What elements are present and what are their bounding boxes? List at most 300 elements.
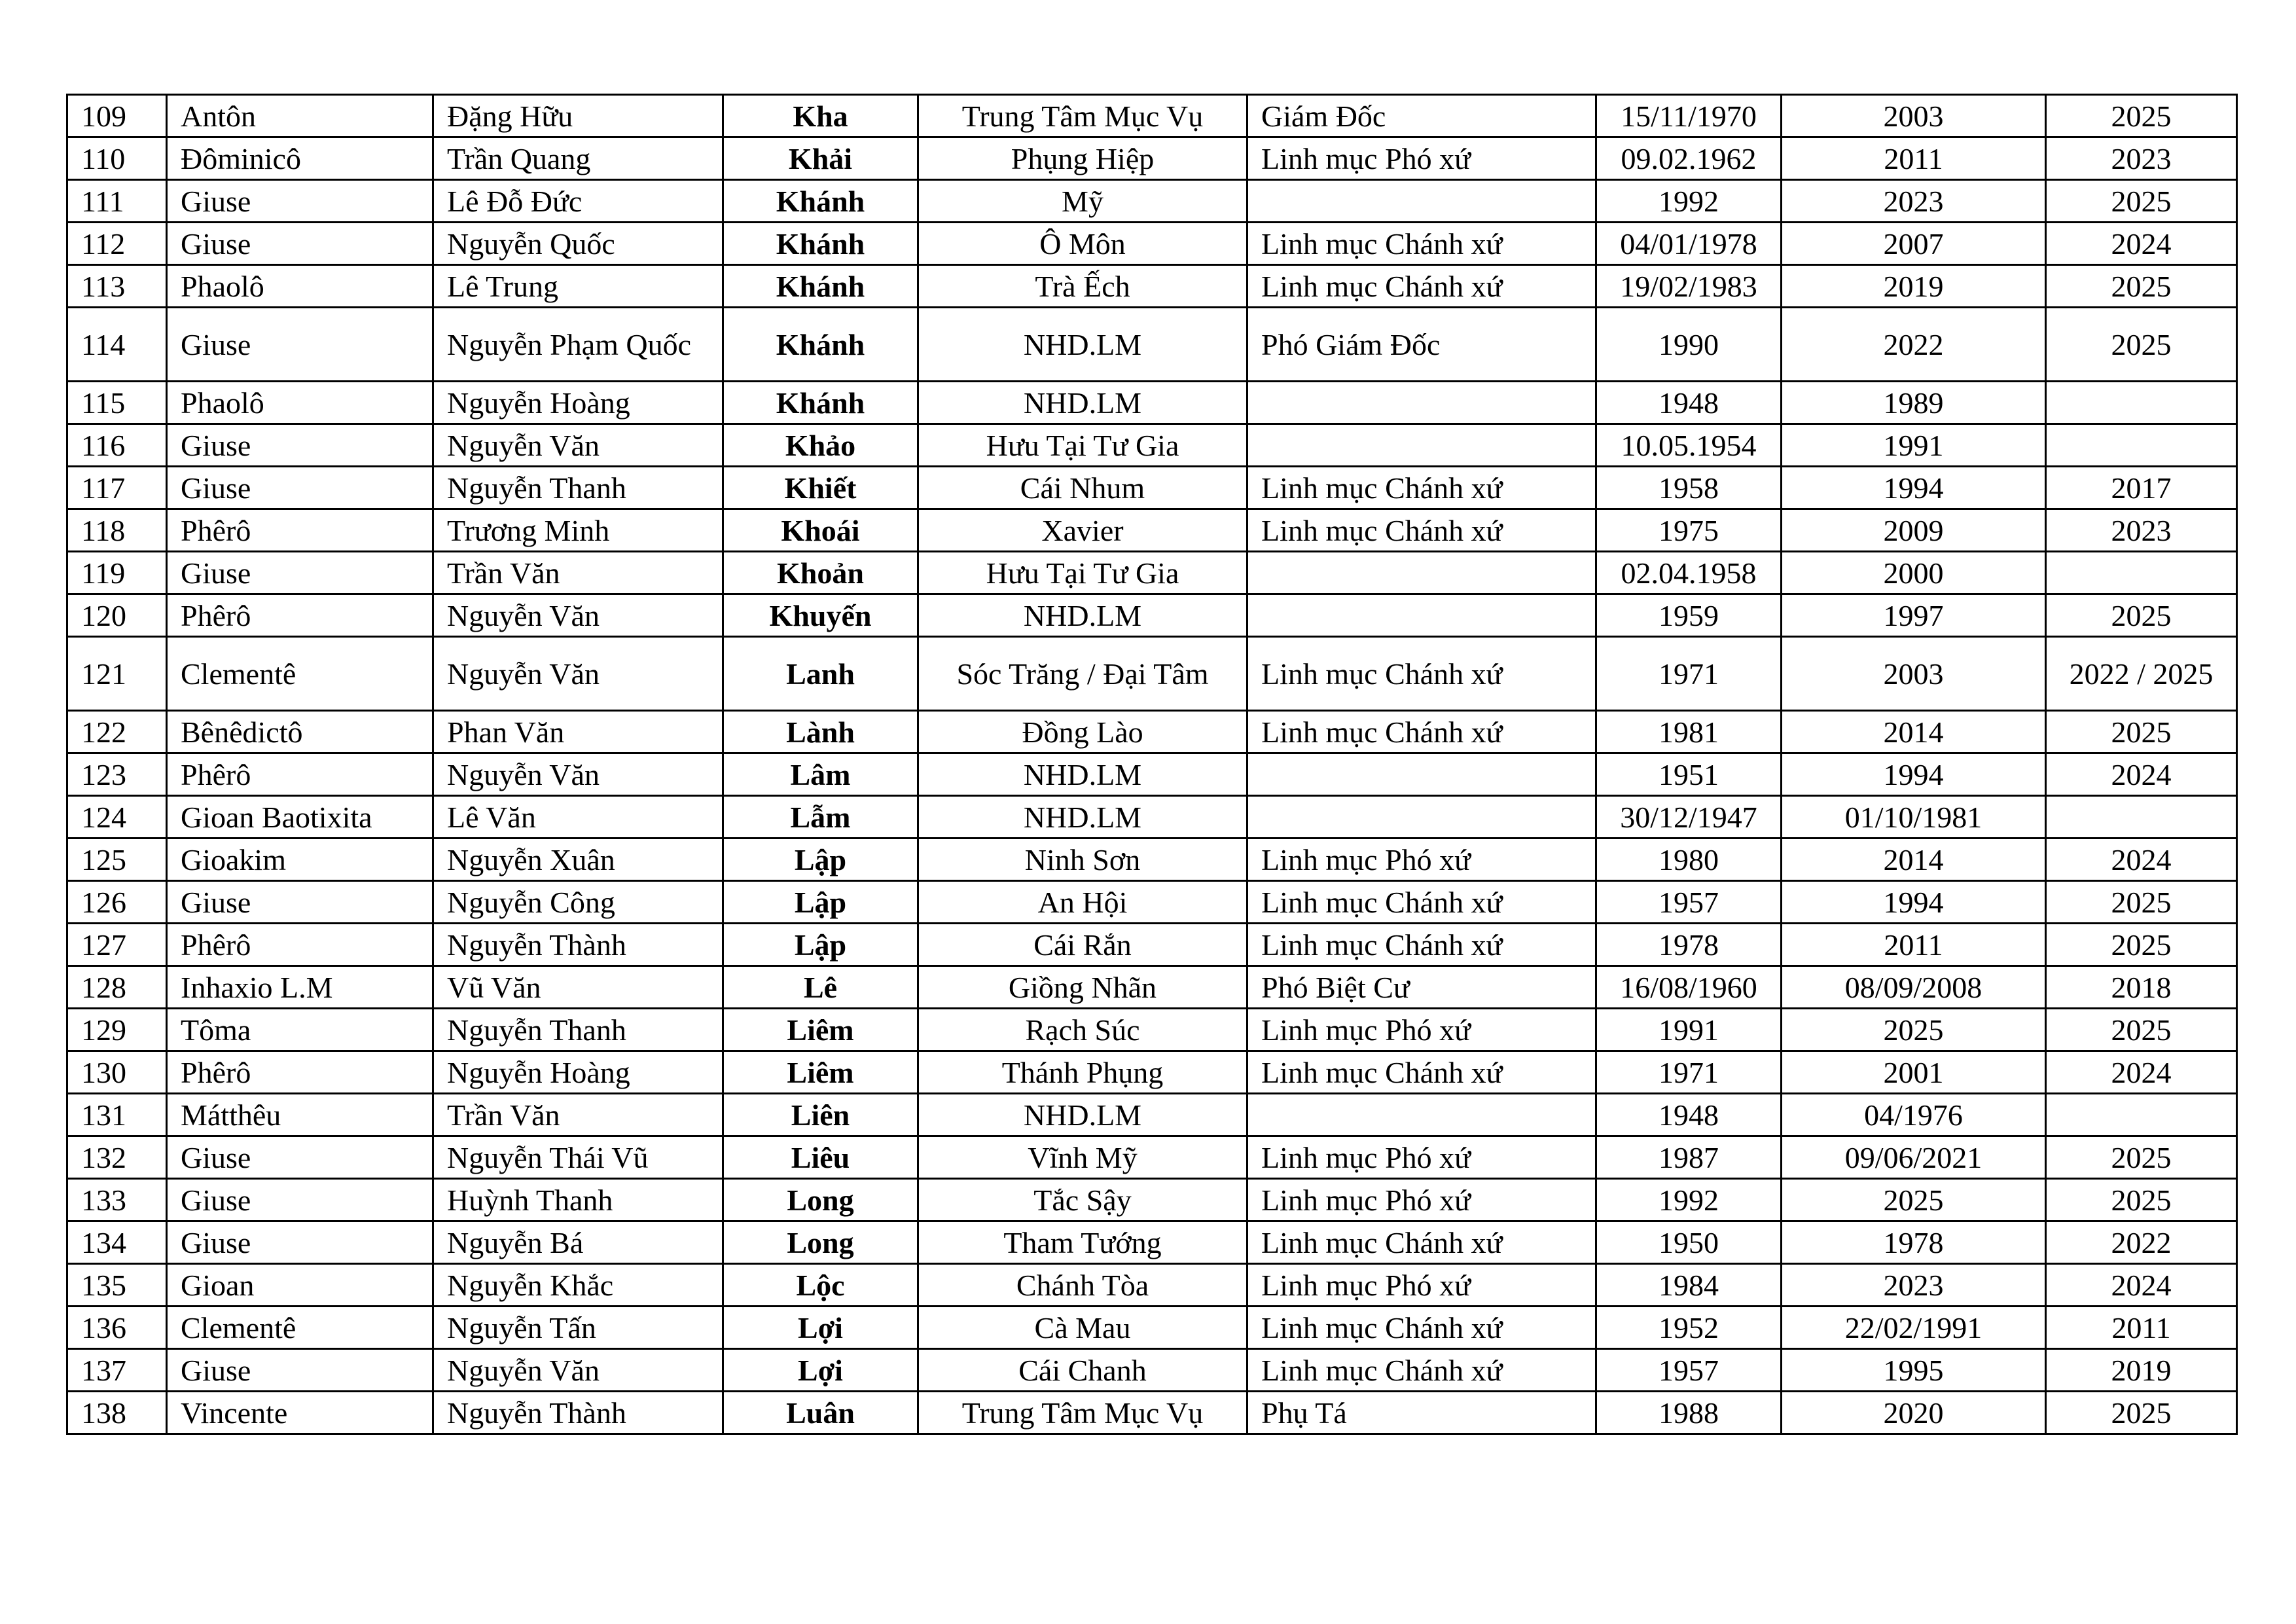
cell-family-name: Nguyễn Hoàng (433, 382, 723, 424)
cell-family-name: Lê Đỗ Đức (433, 180, 723, 223)
cell-birth-date: 1981 (1596, 711, 1782, 753)
cell-assignment-place: NHD.LM (918, 1094, 1247, 1136)
cell-number: 119 (67, 552, 167, 594)
cell-given-name: Liên (723, 1094, 918, 1136)
cell-number: 118 (67, 509, 167, 552)
table-row (67, 1051, 2237, 1094)
cell-assigned-year: 2019 (2046, 1349, 2237, 1392)
cell-saint-name: Giuse (167, 467, 433, 509)
table-row (67, 95, 2237, 137)
cell-given-name: Lộc (723, 1264, 918, 1307)
cell-ordination-year: 09/06/2021 (1782, 1136, 2046, 1179)
cell-given-name: Lanh (723, 637, 918, 711)
cell-ordination-year: 2020 (1782, 1392, 2046, 1434)
cell-role: Linh mục Chánh xứ (1247, 924, 1596, 966)
cell-family-name: Nguyễn Phạm Quốc (433, 308, 723, 382)
cell-given-name: Long (723, 1179, 918, 1221)
cell-assignment-place: NHD.LM (918, 594, 1247, 637)
cell-role (1247, 424, 1596, 467)
table-row (67, 753, 2237, 796)
table-row (67, 1392, 2237, 1434)
cell-given-name: Khuyến (723, 594, 918, 637)
cell-given-name: Khải (723, 137, 918, 180)
cell-saint-name: Vincente (167, 1392, 433, 1434)
cell-ordination-year: 22/02/1991 (1782, 1307, 2046, 1349)
cell-number: 109 (67, 95, 167, 137)
cell-birth-date: 09.02.1962 (1596, 137, 1782, 180)
cell-number: 138 (67, 1392, 167, 1434)
table-row (67, 1179, 2237, 1221)
cell-assignment-place: Cái Chanh (918, 1349, 1247, 1392)
cell-assigned-year: 2011 (2046, 1307, 2237, 1349)
cell-assignment-place: Cà Mau (918, 1307, 1247, 1349)
cell-saint-name: Giuse (167, 1136, 433, 1179)
cell-role: Phó Biệt Cư (1247, 966, 1596, 1009)
cell-saint-name: Giuse (167, 552, 433, 594)
cell-role: Linh mục Chánh xứ (1247, 1221, 1596, 1264)
cell-role (1247, 796, 1596, 839)
table-row (67, 881, 2237, 924)
cell-assigned-year: 2025 (2046, 1009, 2237, 1051)
cell-family-name: Nguyễn Văn (433, 753, 723, 796)
cell-assignment-place: Ninh Sơn (918, 839, 1247, 881)
cell-role: Linh mục Chánh xứ (1247, 637, 1596, 711)
cell-birth-date: 1959 (1596, 594, 1782, 637)
table-row (67, 924, 2237, 966)
table-row (67, 796, 2237, 839)
cell-assigned-year: 2024 (2046, 223, 2237, 265)
cell-assignment-place: Xavier (918, 509, 1247, 552)
cell-saint-name: Phêrô (167, 753, 433, 796)
cell-assigned-year (2046, 424, 2237, 467)
cell-family-name: Nguyễn Bá (433, 1221, 723, 1264)
cell-assignment-place: Cái Nhum (918, 467, 1247, 509)
cell-birth-date: 19/02/1983 (1596, 265, 1782, 308)
cell-assignment-place: NHD.LM (918, 308, 1247, 382)
table-row (67, 711, 2237, 753)
cell-ordination-year: 2025 (1782, 1009, 2046, 1051)
cell-assigned-year: 2025 (2046, 881, 2237, 924)
cell-assigned-year (2046, 1094, 2237, 1136)
table-row (67, 223, 2237, 265)
cell-ordination-year: 1978 (1782, 1221, 2046, 1264)
cell-assignment-place: Trà Ếch (918, 265, 1247, 308)
clergy-table-body (67, 95, 2237, 1434)
cell-assigned-year: 2024 (2046, 753, 2237, 796)
table-row (67, 424, 2237, 467)
cell-given-name: Khoái (723, 509, 918, 552)
cell-ordination-year: 2003 (1782, 95, 2046, 137)
cell-assignment-place: Sóc Trăng / Đại Tâm (918, 637, 1247, 711)
cell-assigned-year: 2024 (2046, 1264, 2237, 1307)
cell-saint-name: Bênêdictô (167, 711, 433, 753)
cell-birth-date: 1951 (1596, 753, 1782, 796)
cell-assigned-year: 2023 (2046, 137, 2237, 180)
cell-ordination-year: 1994 (1782, 753, 2046, 796)
table-row (67, 265, 2237, 308)
cell-ordination-year: 2000 (1782, 552, 2046, 594)
cell-given-name: Kha (723, 95, 918, 137)
cell-assigned-year: 2025 (2046, 308, 2237, 382)
cell-saint-name: Clementê (167, 637, 433, 711)
cell-ordination-year: 2014 (1782, 839, 2046, 881)
cell-number: 136 (67, 1307, 167, 1349)
cell-given-name: Lâm (723, 753, 918, 796)
cell-number: 113 (67, 265, 167, 308)
cell-saint-name: Gioakim (167, 839, 433, 881)
cell-saint-name: Giuse (167, 881, 433, 924)
cell-family-name: Nguyễn Thanh (433, 467, 723, 509)
cell-role: Linh mục Chánh xứ (1247, 223, 1596, 265)
cell-role: Linh mục Chánh xứ (1247, 1349, 1596, 1392)
cell-birth-date: 1958 (1596, 467, 1782, 509)
cell-family-name: Nguyễn Hoàng (433, 1051, 723, 1094)
cell-ordination-year: 08/09/2008 (1782, 966, 2046, 1009)
cell-role: Linh mục Chánh xứ (1247, 881, 1596, 924)
cell-given-name: Khánh (723, 180, 918, 223)
cell-ordination-year: 04/1976 (1782, 1094, 2046, 1136)
cell-role (1247, 552, 1596, 594)
cell-assignment-place: NHD.LM (918, 382, 1247, 424)
table-row (67, 1349, 2237, 1392)
cell-assigned-year: 2025 (2046, 1136, 2237, 1179)
cell-given-name: Khánh (723, 308, 918, 382)
cell-assignment-place: Vĩnh Mỹ (918, 1136, 1247, 1179)
cell-assignment-place: Tắc Sậy (918, 1179, 1247, 1221)
cell-assigned-year: 2025 (2046, 594, 2237, 637)
cell-given-name: Liêu (723, 1136, 918, 1179)
cell-saint-name: Giuse (167, 223, 433, 265)
cell-given-name: Lẫm (723, 796, 918, 839)
cell-assignment-place: Hưu Tại Tư Gia (918, 424, 1247, 467)
cell-role: Linh mục Phó xứ (1247, 1009, 1596, 1051)
cell-number: 114 (67, 308, 167, 382)
cell-given-name: Lập (723, 839, 918, 881)
cell-ordination-year: 1994 (1782, 467, 2046, 509)
table-row (67, 839, 2237, 881)
cell-assigned-year: 2022 (2046, 1221, 2237, 1264)
cell-number: 116 (67, 424, 167, 467)
cell-ordination-year: 2014 (1782, 711, 2046, 753)
cell-ordination-year: 2025 (1782, 1179, 2046, 1221)
cell-number: 133 (67, 1179, 167, 1221)
cell-role: Linh mục Phó xứ (1247, 137, 1596, 180)
cell-saint-name: Giuse (167, 1179, 433, 1221)
cell-number: 129 (67, 1009, 167, 1051)
cell-given-name: Khoản (723, 552, 918, 594)
cell-family-name: Nguyễn Thanh (433, 1009, 723, 1051)
cell-assignment-place: NHD.LM (918, 753, 1247, 796)
cell-saint-name: Giuse (167, 308, 433, 382)
cell-birth-date: 1984 (1596, 1264, 1782, 1307)
cell-assigned-year: 2017 (2046, 467, 2237, 509)
cell-family-name: Nguyễn Văn (433, 594, 723, 637)
cell-family-name: Lê Văn (433, 796, 723, 839)
table-row (67, 308, 2237, 382)
cell-family-name: Đặng Hữu (433, 95, 723, 137)
cell-role: Linh mục Phó xứ (1247, 1179, 1596, 1221)
cell-assigned-year: 2024 (2046, 839, 2237, 881)
cell-ordination-year: 2023 (1782, 1264, 2046, 1307)
cell-family-name: Huỳnh Thanh (433, 1179, 723, 1221)
cell-ordination-year: 2011 (1782, 924, 2046, 966)
cell-given-name: Long (723, 1221, 918, 1264)
cell-role: Giám Đốc (1247, 95, 1596, 137)
cell-assignment-place: Cái Rắn (918, 924, 1247, 966)
cell-family-name: Nguyễn Văn (433, 424, 723, 467)
cell-ordination-year: 2007 (1782, 223, 2046, 265)
cell-number: 123 (67, 753, 167, 796)
cell-birth-date: 1952 (1596, 1307, 1782, 1349)
cell-family-name: Vũ Văn (433, 966, 723, 1009)
cell-assignment-place: Thánh Phụng (918, 1051, 1247, 1094)
cell-family-name: Trần Quang (433, 137, 723, 180)
cell-given-name: Lập (723, 881, 918, 924)
cell-assignment-place: Giồng Nhãn (918, 966, 1247, 1009)
cell-number: 112 (67, 223, 167, 265)
cell-family-name: Trương Minh (433, 509, 723, 552)
cell-ordination-year: 01/10/1981 (1782, 796, 2046, 839)
cell-saint-name: Gioan (167, 1264, 433, 1307)
cell-number: 132 (67, 1136, 167, 1179)
cell-family-name: Nguyễn Thái Vũ (433, 1136, 723, 1179)
table-row (67, 1307, 2237, 1349)
cell-role (1247, 594, 1596, 637)
cell-birth-date: 1948 (1596, 1094, 1782, 1136)
cell-role (1247, 382, 1596, 424)
cell-ordination-year: 1989 (1782, 382, 2046, 424)
cell-number: 120 (67, 594, 167, 637)
table-row (67, 1094, 2237, 1136)
cell-saint-name: Phêrô (167, 594, 433, 637)
cell-family-name: Nguyễn Thành (433, 924, 723, 966)
cell-saint-name: Giuse (167, 424, 433, 467)
cell-role: Linh mục Chánh xứ (1247, 265, 1596, 308)
cell-number: 125 (67, 839, 167, 881)
cell-ordination-year: 1997 (1782, 594, 2046, 637)
cell-role: Linh mục Chánh xứ (1247, 1307, 1596, 1349)
table-row (67, 966, 2237, 1009)
cell-family-name: Nguyễn Khắc (433, 1264, 723, 1307)
cell-ordination-year: 2001 (1782, 1051, 2046, 1094)
cell-birth-date: 1992 (1596, 180, 1782, 223)
cell-ordination-year: 1995 (1782, 1349, 2046, 1392)
table-row (67, 1264, 2237, 1307)
cell-birth-date: 1978 (1596, 924, 1782, 966)
table-row (67, 1009, 2237, 1051)
cell-birth-date: 1971 (1596, 637, 1782, 711)
cell-birth-date: 1992 (1596, 1179, 1782, 1221)
cell-ordination-year: 2003 (1782, 637, 2046, 711)
cell-assignment-place: Đồng Lào (918, 711, 1247, 753)
cell-role: Phụ Tá (1247, 1392, 1596, 1434)
cell-saint-name: Phaolô (167, 265, 433, 308)
cell-assignment-place: An Hội (918, 881, 1247, 924)
cell-ordination-year: 1994 (1782, 881, 2046, 924)
cell-assigned-year (2046, 552, 2237, 594)
cell-birth-date: 10.05.1954 (1596, 424, 1782, 467)
cell-role: Linh mục Phó xứ (1247, 1136, 1596, 1179)
cell-saint-name: Giuse (167, 1221, 433, 1264)
cell-number: 117 (67, 467, 167, 509)
cell-number: 128 (67, 966, 167, 1009)
cell-given-name: Khánh (723, 382, 918, 424)
cell-birth-date: 1980 (1596, 839, 1782, 881)
cell-assigned-year: 2018 (2046, 966, 2237, 1009)
cell-birth-date: 1988 (1596, 1392, 1782, 1434)
cell-number: 131 (67, 1094, 167, 1136)
cell-assignment-place: Ô Môn (918, 223, 1247, 265)
cell-birth-date: 1971 (1596, 1051, 1782, 1094)
table-row (67, 467, 2237, 509)
cell-role (1247, 753, 1596, 796)
cell-number: 124 (67, 796, 167, 839)
cell-assignment-place: Phụng Hiệp (918, 137, 1247, 180)
table-row (67, 1221, 2237, 1264)
cell-assignment-place: Chánh Tòa (918, 1264, 1247, 1307)
cell-birth-date: 1948 (1596, 382, 1782, 424)
cell-role (1247, 180, 1596, 223)
cell-role: Linh mục Phó xứ (1247, 1264, 1596, 1307)
cell-saint-name: Antôn (167, 95, 433, 137)
cell-family-name: Trần Văn (433, 1094, 723, 1136)
cell-assigned-year: 2024 (2046, 1051, 2237, 1094)
table-row (67, 594, 2237, 637)
cell-saint-name: Đôminicô (167, 137, 433, 180)
table-row (67, 637, 2237, 711)
cell-birth-date: 15/11/1970 (1596, 95, 1782, 137)
cell-assigned-year (2046, 796, 2237, 839)
cell-ordination-year: 2023 (1782, 180, 2046, 223)
cell-assignment-place: NHD.LM (918, 796, 1247, 839)
cell-given-name: Khảo (723, 424, 918, 467)
cell-saint-name: Giuse (167, 180, 433, 223)
cell-family-name: Nguyễn Tấn (433, 1307, 723, 1349)
cell-birth-date: 30/12/1947 (1596, 796, 1782, 839)
cell-birth-date: 1957 (1596, 1349, 1782, 1392)
cell-birth-date: 1991 (1596, 1009, 1782, 1051)
cell-family-name: Trần Văn (433, 552, 723, 594)
cell-birth-date: 16/08/1960 (1596, 966, 1782, 1009)
cell-assigned-year: 2023 (2046, 509, 2237, 552)
cell-given-name: Lành (723, 711, 918, 753)
cell-family-name: Nguyễn Văn (433, 1349, 723, 1392)
table-row (67, 137, 2237, 180)
cell-ordination-year: 2019 (1782, 265, 2046, 308)
cell-assigned-year: 2025 (2046, 95, 2237, 137)
cell-assignment-place: Trung Tâm Mục Vụ (918, 1392, 1247, 1434)
cell-given-name: Lê (723, 966, 918, 1009)
cell-number: 111 (67, 180, 167, 223)
cell-saint-name: Clementê (167, 1307, 433, 1349)
cell-saint-name: Inhaxio L.M (167, 966, 433, 1009)
cell-number: 110 (67, 137, 167, 180)
cell-given-name: Lợi (723, 1349, 918, 1392)
cell-birth-date: 1950 (1596, 1221, 1782, 1264)
cell-birth-date: 02.04.1958 (1596, 552, 1782, 594)
cell-number: 127 (67, 924, 167, 966)
cell-family-name: Nguyễn Xuân (433, 839, 723, 881)
cell-family-name: Phan Văn (433, 711, 723, 753)
cell-saint-name: Tôma (167, 1009, 433, 1051)
cell-assigned-year: 2025 (2046, 1179, 2237, 1221)
cell-number: 130 (67, 1051, 167, 1094)
cell-saint-name: Giuse (167, 1349, 433, 1392)
cell-given-name: Khánh (723, 223, 918, 265)
cell-assigned-year: 2025 (2046, 180, 2237, 223)
cell-given-name: Liêm (723, 1009, 918, 1051)
cell-assignment-place: Rạch Súc (918, 1009, 1247, 1051)
cell-given-name: Luân (723, 1392, 918, 1434)
cell-role (1247, 1094, 1596, 1136)
cell-family-name: Lê Trung (433, 265, 723, 308)
cell-family-name: Nguyễn Công (433, 881, 723, 924)
cell-role: Phó Giám Đốc (1247, 308, 1596, 382)
cell-assignment-place: Tham Tướng (918, 1221, 1247, 1264)
cell-family-name: Nguyễn Văn (433, 637, 723, 711)
cell-assignment-place: Mỹ (918, 180, 1247, 223)
cell-ordination-year: 2009 (1782, 509, 2046, 552)
cell-birth-date: 1957 (1596, 881, 1782, 924)
cell-assigned-year (2046, 382, 2237, 424)
cell-family-name: Nguyễn Thành (433, 1392, 723, 1434)
table-row (67, 180, 2237, 223)
table-row (67, 509, 2237, 552)
cell-role: Linh mục Phó xứ (1247, 839, 1596, 881)
cell-given-name: Lợi (723, 1307, 918, 1349)
cell-family-name: Nguyễn Quốc (433, 223, 723, 265)
cell-number: 115 (67, 382, 167, 424)
cell-saint-name: Gioan Baotixita (167, 796, 433, 839)
cell-ordination-year: 1991 (1782, 424, 2046, 467)
cell-role: Linh mục Chánh xứ (1247, 711, 1596, 753)
cell-number: 122 (67, 711, 167, 753)
cell-saint-name: Phêrô (167, 1051, 433, 1094)
cell-number: 126 (67, 881, 167, 924)
cell-role: Linh mục Chánh xứ (1247, 1051, 1596, 1094)
cell-role: Linh mục Chánh xứ (1247, 509, 1596, 552)
cell-given-name: Khiết (723, 467, 918, 509)
table-row (67, 382, 2237, 424)
cell-role: Linh mục Chánh xứ (1247, 467, 1596, 509)
cell-assigned-year: 2025 (2046, 1392, 2237, 1434)
cell-saint-name: Phêrô (167, 509, 433, 552)
cell-ordination-year: 2011 (1782, 137, 2046, 180)
cell-given-name: Lập (723, 924, 918, 966)
cell-birth-date: 1975 (1596, 509, 1782, 552)
table-row (67, 552, 2237, 594)
clergy-table (66, 94, 2238, 1435)
cell-number: 135 (67, 1264, 167, 1307)
cell-saint-name: Mátthêu (167, 1094, 433, 1136)
table-row (67, 1136, 2237, 1179)
cell-assigned-year: 2022 / 2025 (2046, 637, 2237, 711)
cell-given-name: Khánh (723, 265, 918, 308)
cell-number: 137 (67, 1349, 167, 1392)
cell-assigned-year: 2025 (2046, 711, 2237, 753)
cell-birth-date: 1987 (1596, 1136, 1782, 1179)
cell-assignment-place: Hưu Tại Tư Gia (918, 552, 1247, 594)
cell-assigned-year: 2025 (2046, 265, 2237, 308)
cell-birth-date: 04/01/1978 (1596, 223, 1782, 265)
cell-saint-name: Phêrô (167, 924, 433, 966)
cell-number: 134 (67, 1221, 167, 1264)
cell-ordination-year: 2022 (1782, 308, 2046, 382)
cell-saint-name: Phaolô (167, 382, 433, 424)
cell-given-name: Liêm (723, 1051, 918, 1094)
cell-number: 121 (67, 637, 167, 711)
cell-birth-date: 1990 (1596, 308, 1782, 382)
